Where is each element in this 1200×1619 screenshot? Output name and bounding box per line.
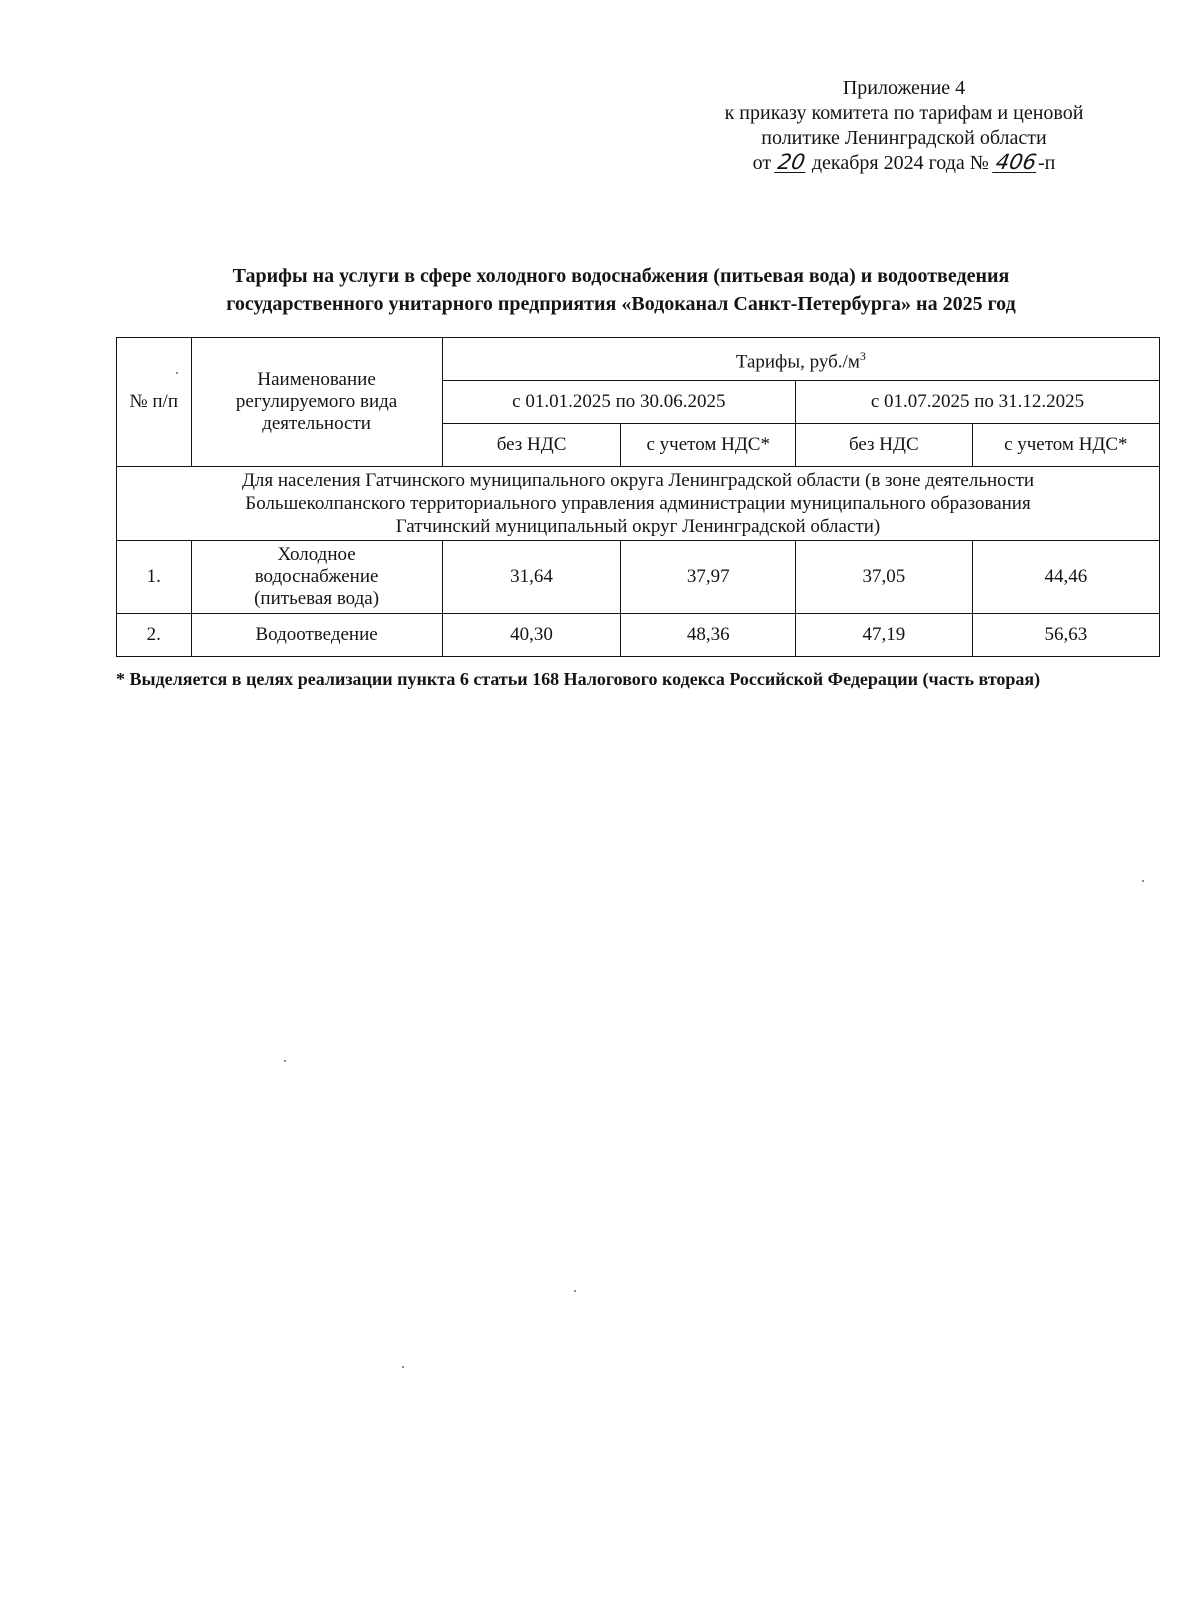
appendix-header bbox=[660, 76, 1148, 176]
row-value-with-vat-1: 48,36 bbox=[621, 614, 796, 657]
row-number: 2. bbox=[117, 614, 192, 657]
row-value-no-vat-1: 40,30 bbox=[442, 614, 621, 657]
row-name-line: (питьевая вода) bbox=[254, 588, 380, 609]
row-value-with-vat-2: 56,63 bbox=[972, 614, 1159, 657]
appendix-region: политике Ленинградской области bbox=[761, 127, 1047, 149]
date-suffix: -п bbox=[1037, 152, 1056, 174]
subheader-no-vat-1: без НДС bbox=[442, 424, 621, 467]
header-tariffs-unit-sup: 3 bbox=[859, 348, 866, 363]
group-description bbox=[117, 467, 1160, 541]
row-value-with-vat-2: 44,46 bbox=[972, 541, 1159, 614]
row-value-with-vat-1: 37,97 bbox=[621, 541, 796, 614]
table-header-row bbox=[117, 338, 1160, 381]
subheader-with-vat-2: с учетом НДС* bbox=[972, 424, 1159, 467]
header-name-line: деятельности bbox=[262, 413, 371, 434]
handwritten-order-number: 406 bbox=[993, 150, 1039, 174]
table-row bbox=[117, 541, 1160, 614]
row-value-no-vat-1: 31,64 bbox=[442, 541, 621, 614]
header-period-1: с 01.01.2025 по 30.06.2025 bbox=[442, 381, 795, 424]
row-name-line: Водоотведение bbox=[255, 624, 378, 645]
appendix-date-line bbox=[660, 151, 1148, 176]
row-name-line: Холодное bbox=[277, 544, 356, 565]
header-name-line: Наименование bbox=[257, 369, 376, 390]
header-number: № п/п bbox=[117, 338, 192, 467]
scan-speck bbox=[176, 372, 178, 374]
row-name-line: водоснабжение bbox=[254, 566, 379, 587]
row-activity-name bbox=[191, 541, 442, 614]
header-tariffs bbox=[442, 338, 1159, 381]
scan-speck bbox=[1142, 880, 1144, 882]
title-line-2: государственного унитарного предприятия «Водоканал Санкт-Петербурга» на 2025 год bbox=[226, 293, 1016, 315]
group-line: Для населения Гатчинского муниципального округа Ленинградской области (в зоне деятельности bbox=[241, 470, 1035, 491]
subheader-no-vat-2: без НДС bbox=[795, 424, 972, 467]
tariffs-table bbox=[116, 337, 1160, 657]
table-row bbox=[117, 614, 1160, 657]
row-number: 1. bbox=[117, 541, 192, 614]
date-middle: декабря 2024 года № bbox=[811, 152, 989, 174]
header-name-line: регулируемого вида bbox=[235, 391, 398, 412]
scan-speck bbox=[284, 1060, 286, 1062]
row-value-no-vat-2: 47,19 bbox=[795, 614, 972, 657]
scan-speck bbox=[402, 1366, 404, 1368]
table-group-row bbox=[117, 467, 1160, 541]
group-line: Большеколпанского территориального управления администрации муниципального образования bbox=[245, 493, 1031, 514]
title-line-1: Тарифы на услуги в сфере холодного водоснабжения (питьевая вода) и водоотведения bbox=[232, 265, 1010, 287]
row-value-no-vat-2: 37,05 bbox=[795, 541, 972, 614]
handwritten-day: 20 bbox=[776, 150, 808, 174]
appendix-number: Приложение 4 bbox=[842, 77, 966, 99]
header-tariffs-label: Тарифы, руб./м bbox=[735, 351, 860, 373]
scan-speck bbox=[574, 1290, 576, 1292]
header-activity-name bbox=[191, 338, 442, 467]
appendix-order-ref: к приказу комитета по тарифам и ценовой bbox=[724, 102, 1084, 124]
group-line: Гатчинский муниципальный округ Ленинградской области) bbox=[395, 516, 881, 537]
footnote: * Выделяется в целях реализации пункта 6 статьи 168 Налогового кодекса Российской Федерации (часть вторая) bbox=[116, 669, 1041, 689]
row-activity-name bbox=[191, 614, 442, 657]
header-period-2: с 01.07.2025 по 31.12.2025 bbox=[795, 381, 1159, 424]
document-title bbox=[118, 262, 1124, 318]
date-prefix: от bbox=[752, 152, 772, 174]
subheader-with-vat-1: с учетом НДС* bbox=[621, 424, 796, 467]
